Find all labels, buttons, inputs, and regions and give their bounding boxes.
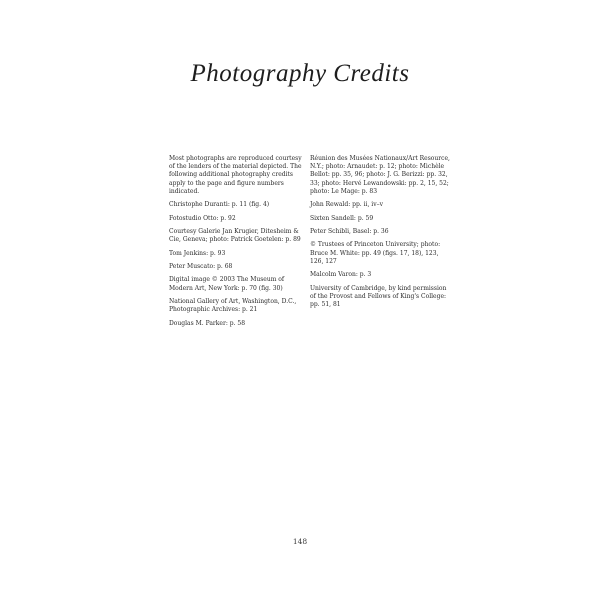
- credit-entry: University of Cambridge, by kind permission of the Provost and Fellows of King's College: pp. 51, 81: [310, 284, 447, 308]
- credit-entry: Sixten Sandell: p. 59: [310, 214, 374, 222]
- credit-entry: Peter Muscato: p. 68: [169, 262, 233, 270]
- credit-entry: © Trustees of Princeton University; photo: Bruce M. White: pp. 49 (figs. 17, 18), 123, 126, 127: [310, 241, 441, 265]
- credits-column-left: [169, 155, 305, 333]
- credit-entry: Fotostudio Otto: p. 92: [169, 214, 236, 222]
- credit-entry: Christophe Duranti: p. 11 (fig. 4): [169, 201, 270, 209]
- credit-entry: Douglas M. Parker: p. 58: [169, 319, 246, 327]
- page-title: Photography Credits: [190, 60, 410, 87]
- credit-entry: Peter Schibli, Basel: p. 36: [310, 227, 389, 235]
- credit-entry: Réunion des Musées Nationaux/Art Resource, N.Y.; photo: Arnaudet: p. 12; photo: Michèle Bellot: pp. 35, 96; photo: J. G. Berizzi: pp. 32, 33; photo: Hervé Lewandowski: pp. 2, 15, 52; photo: Le Mage: p. 83: [310, 155, 450, 195]
- credit-entry: Malcolm Varon: p. 3: [310, 271, 372, 279]
- credit-entry: Digital image © 2003 The Museum of Modern Art, New York: p. 70 (fig. 30): [169, 276, 285, 292]
- credit-entry: Tom Jenkins: p. 93: [169, 249, 226, 257]
- credit-entry: John Rewald: pp. ii, iv–v: [310, 201, 383, 209]
- credits-column-right: [310, 155, 450, 314]
- page-number: 148: [292, 537, 308, 546]
- credit-entry: Courtesy Galerie Jan Krugier, Ditesheim & Cie, Geneva; photo: Patrick Goetelen: p. 89: [169, 227, 301, 244]
- credits-intro: Most photographs are reproduced courtesy of the lenders of the material depicted. The following additional photography credits apply to the page and figure numbers indicated.: [169, 155, 302, 195]
- credit-entry: National Gallery of Art, Washington, D.C., Photographic Archives: p. 21: [169, 297, 297, 314]
